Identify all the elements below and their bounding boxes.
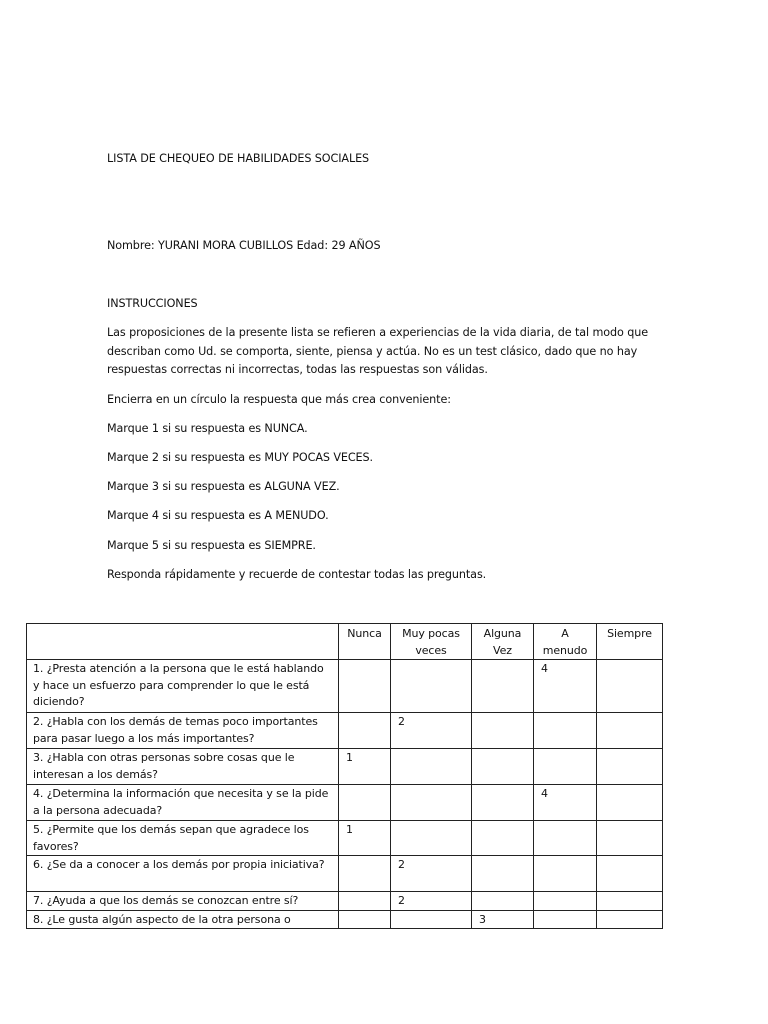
answer-siempre-cell — [597, 660, 663, 713]
instruction-line: Marque 1 si su respuesta es NUNCA. — [107, 422, 308, 435]
instruction-line: Responda rápidamente y recuerde de contestar todas las preguntas. — [107, 568, 487, 581]
answer-alguna-vez-cell — [472, 660, 534, 713]
question-cell: 7. ¿Ayuda a que los demás se conozcan entre sí? — [27, 892, 339, 911]
answer-muy-pocas-veces-cell: 2 — [391, 892, 472, 911]
table-row — [27, 713, 663, 749]
answer-nunca-cell: 1 — [339, 749, 391, 785]
answer-muy-pocas-veces-cell — [391, 821, 472, 856]
header-alguna-vez: Alguna Vez — [472, 624, 534, 660]
name-age-line: Nombre: YURANI MORA CUBILLOS Edad: 29 AÑOS — [107, 239, 381, 252]
answer-muy-pocas-veces-cell — [391, 749, 472, 785]
answer-a-menudo-cell — [534, 713, 597, 749]
answer-siempre-cell — [597, 821, 663, 856]
header-question-cell — [27, 624, 339, 660]
answer-nunca-cell — [339, 713, 391, 749]
question-cell: 3. ¿Habla con otras personas sobre cosas que le interesan a los demás? — [27, 749, 339, 785]
answer-a-menudo-cell: 4 — [534, 785, 597, 821]
table-row — [27, 660, 663, 713]
answer-nunca-cell: 1 — [339, 821, 391, 856]
table-row — [27, 749, 663, 785]
header-a-menudo: A menudo — [534, 624, 597, 660]
instruction-line: Marque 5 si su respuesta es SIEMPRE. — [107, 539, 316, 552]
instruction-line: Marque 2 si su respuesta es MUY POCAS VECES. — [107, 451, 373, 464]
table-row — [27, 785, 663, 821]
answer-a-menudo-cell — [534, 856, 597, 892]
answer-muy-pocas-veces-cell — [391, 785, 472, 821]
question-cell: 2. ¿Habla con los demás de temas poco importantes para pasar luego a los más importantes? — [27, 713, 339, 749]
header-nunca: Nunca — [339, 624, 391, 660]
answer-alguna-vez-cell — [472, 821, 534, 856]
answer-alguna-vez-cell — [472, 749, 534, 785]
answer-nunca-cell — [339, 660, 391, 713]
answer-nunca-cell — [339, 910, 391, 929]
answer-muy-pocas-veces-cell: 2 — [391, 856, 472, 892]
instructions-heading: INSTRUCCIONES — [107, 297, 198, 310]
answer-a-menudo-cell — [534, 749, 597, 785]
instruction-line: Marque 4 si su respuesta es A MENUDO. — [107, 509, 329, 522]
answer-siempre-cell — [597, 785, 663, 821]
table-row — [27, 856, 663, 892]
answer-nunca-cell — [339, 785, 391, 821]
instruction-line: Encierra en un círculo la respuesta que más crea conveniente: — [107, 393, 451, 406]
question-cell: 4. ¿Determina la información que necesita y se la pide a la persona adecuada? — [27, 785, 339, 821]
question-cell: 6. ¿Se da a conocer a los demás por propia iniciativa? — [27, 856, 339, 892]
answer-alguna-vez-cell: 3 — [472, 910, 534, 929]
answer-muy-pocas-veces-cell: 2 — [391, 713, 472, 749]
answer-muy-pocas-veces-cell — [391, 660, 472, 713]
answer-a-menudo-cell: 4 — [534, 660, 597, 713]
answer-nunca-cell — [339, 856, 391, 892]
answer-alguna-vez-cell — [472, 785, 534, 821]
skills-checklist-table — [26, 623, 663, 929]
table-row — [27, 892, 663, 911]
intro-paragraph: Las proposiciones de la presente lista se refieren a experiencias de la vida diaria, de tal modo que describan como Ud. se comporta, siente, piensa y actúa. No es un test clásico, dado que no hay respuestas correctas ni incorrectas, todas las respuestas son válidas. — [107, 326, 649, 376]
question-cell: 8. ¿Le gusta algún aspecto de la otra persona o — [27, 910, 339, 929]
header-siempre: Siempre — [597, 624, 663, 660]
table-header-row — [27, 624, 663, 660]
answer-a-menudo-cell — [534, 821, 597, 856]
answer-siempre-cell — [597, 892, 663, 911]
answer-siempre-cell — [597, 713, 663, 749]
question-cell: 5. ¿Permite que los demás sepan que agradece los favores? — [27, 821, 339, 856]
table-row — [27, 910, 663, 929]
answer-siempre-cell — [597, 856, 663, 892]
answer-siempre-cell — [597, 910, 663, 929]
answer-alguna-vez-cell — [472, 713, 534, 749]
answer-a-menudo-cell — [534, 892, 597, 911]
answer-alguna-vez-cell — [472, 892, 534, 911]
document-title: LISTA DE CHEQUEO DE HABILIDADES SOCIALES — [107, 152, 370, 165]
header-muy-pocas-veces: Muy pocas veces — [391, 624, 472, 660]
question-cell: 1. ¿Presta atención a la persona que le está hablando y hace un esfuerzo para comprender lo que le está diciendo? — [27, 660, 339, 713]
answer-a-menudo-cell — [534, 910, 597, 929]
answer-nunca-cell — [339, 892, 391, 911]
answer-alguna-vez-cell — [472, 856, 534, 892]
instruction-line: Marque 3 si su respuesta es ALGUNA VEZ. — [107, 480, 340, 493]
answer-muy-pocas-veces-cell — [391, 910, 472, 929]
table-row — [27, 821, 663, 856]
answer-siempre-cell — [597, 749, 663, 785]
